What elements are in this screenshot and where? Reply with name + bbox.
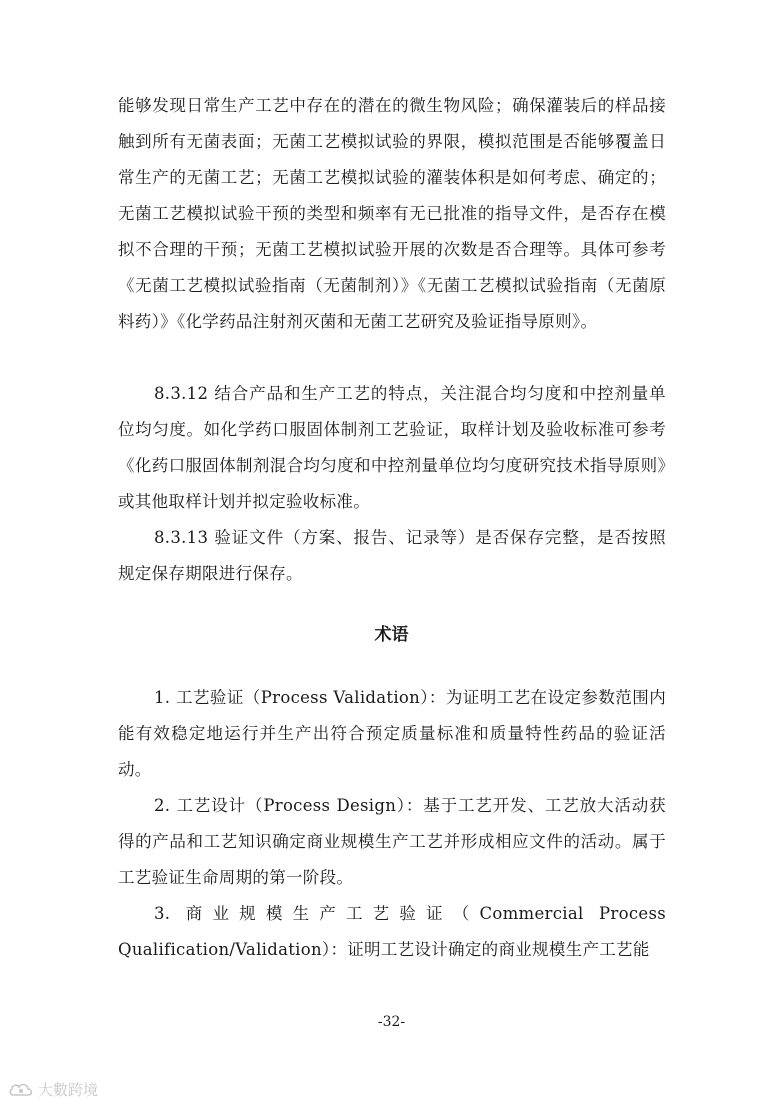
watermark-text: 大數跨境: [38, 1081, 99, 1099]
term-definition: 3. 商业规模生产工艺验证（Commercial Process Qualification/Validation）：证明工艺设计确定的商业规模生产工艺能: [118, 904, 666, 959]
section-heading: 术语: [374, 625, 409, 645]
term-definition: 1. 工艺验证（Process Validation）：为证明工艺在设定参数范围内能有效稳定地运行并生产出符合预定质量标准和质量特性药品的验证活动。: [118, 688, 666, 779]
body-paragraph: 8.3.12 结合产品和生产工艺的特点，关注混合均匀度和中控剂量单位均匀度。如化学药口服固体制剂工艺验证，取样计划及验收标准可参考《化药口服固体制剂混合均匀度和中控剂量单位均匀度研究技术指导原则》或其他取样计划并拟定验收标准。: [118, 384, 666, 511]
body-paragraph: 8.3.13 验证文件（方案、报告、记录等）是否保存完整，是否按照规定保存期限进行保存。: [118, 528, 666, 583]
cloud-logo-icon: [8, 1080, 34, 1100]
body-paragraph: 能够发现日常生产工艺中存在的潜在的微生物风险；确保灌装后的样品接触到所有无菌表面；无菌工艺模拟试验的界限，模拟范围是否能够覆盖日常生产的无菌工艺；无菌工艺模拟试验的灌装体积是如何考虑、确定的；无菌工艺模拟试验干预的类型和频率有无已批准的指导文件，是否存在模拟不合理的干预；无菌工艺模拟试验开展的次数是否合理等。具体可参考《无菌工艺模拟试验指南（无菌制剂）》《无菌工艺模拟试验指南（无菌原料药）》《化学药品注射剂灭菌和无菌工艺研究及验证指导原则》。: [118, 96, 666, 331]
page-number: -32-: [377, 1014, 406, 1030]
term-definition: 2. 工艺设计（Process Design）：基于工艺开发、工艺放大活动获得的产品和工艺知识确定商业规模生产工艺并形成相应文件的活动。属于工艺验证生命周期的第一阶段。: [118, 796, 666, 887]
watermark: [8, 1079, 98, 1100]
